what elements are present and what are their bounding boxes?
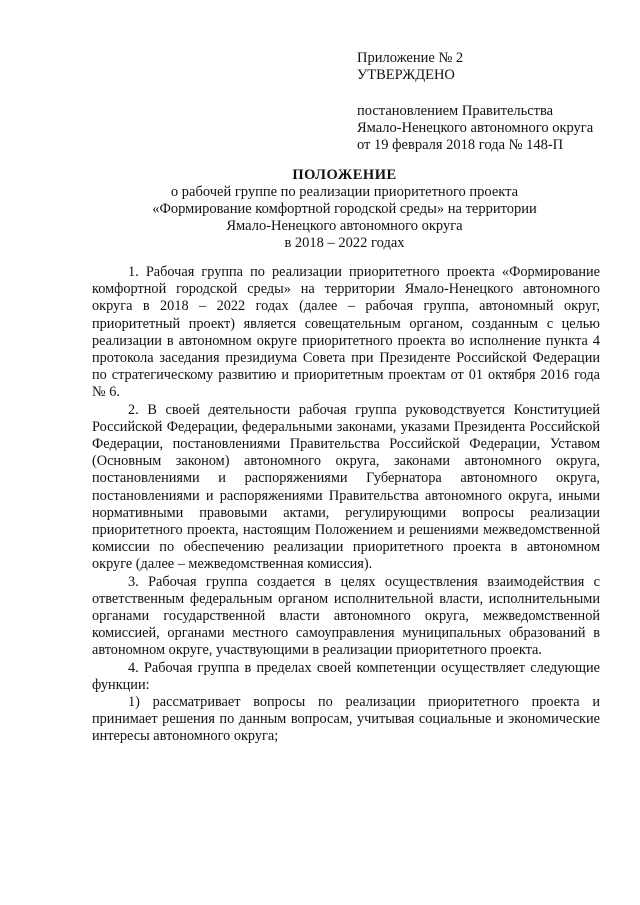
heading-line-2: «Формирование комфортной городской среды» на территории [152,201,537,217]
paragraph-4: 4. Рабочая группа в пределах своей компетенции осуществляет следующие функции: [92,659,600,693]
approval-block [357,50,617,154]
paragraph-2: 2. В своей деятельности рабочая группа руководствуется Конституцией Российской Федерации, федеральными законами, указами Президента Российской Федерации, постановлениями Правительства Российской Федерации, Уставом (Основным законом) автономного округа, законами автономного округа, постановлениями и распоряжениями Губернатора автономного округа, постановлениями и распоряжениями Правительства автономного округа, иными нормативными правовыми актами, регулирующими вопросы реализации приоритетного проекта, настоящим Положением и решениями межведомственной комиссии по обеспечению реализации приоритетного проекта в автономном округе (далее – межведомственная комиссия). [92,401,600,573]
approval-resolution-line: постановлением Правительства [357,103,554,119]
heading-line-4: в 2018 – 2022 годах [284,235,405,251]
approval-date-line: от 19 февраля 2018 года № 148-П [357,137,564,153]
approval-government-line: Ямало-Ненецкого автономного округа [357,120,594,136]
heading-line-1: о рабочей группе по реализации приоритетного проекта [170,184,519,200]
approved-stamp-text: УТВЕРЖДЕНО [357,67,455,83]
paragraph-3: 3. Рабочая группа создается в целях осуществления взаимодействия с ответственным федеральным органом исполнительной власти, исполнительными органами государственной власти автономного округа, межведомственной комиссией, органами местного самоуправления муниципальных образований в автономном округе, участвующими в реализации приоритетного проекта. [92,573,600,659]
paragraph-1: 1. Рабочая группа по реализации приоритетного проекта «Формирование комфортной городской среды» на территории Ямало-Ненецкого автономного округа в 2018 – 2022 годах (далее – рабочая группа, автономный округ, приоритетный проект) является совещательным органом, созданным с целью реализации в автономном округе приоритетного проекта во исполнение пункта 4 протокола заседания президиума Совета при Президенте Российской Федерации по стратегическому развитию и приоритетным проектам от 01 октября 2016 года № 6. [92,264,600,401]
appendix-number: Приложение № 2 [357,50,464,66]
document-title: ПОЛОЖЕНИЕ [292,167,397,183]
subparagraph-1: 1) рассматривает вопросы по реализации приоритетного проекта и принимает решения по данным вопросам, учитывая социальные и экономические интересы автономного округа; [92,694,600,745]
document-body [92,264,600,746]
document-heading [92,167,597,252]
heading-line-3: Ямало-Ненецкого автономного округа [226,218,463,234]
